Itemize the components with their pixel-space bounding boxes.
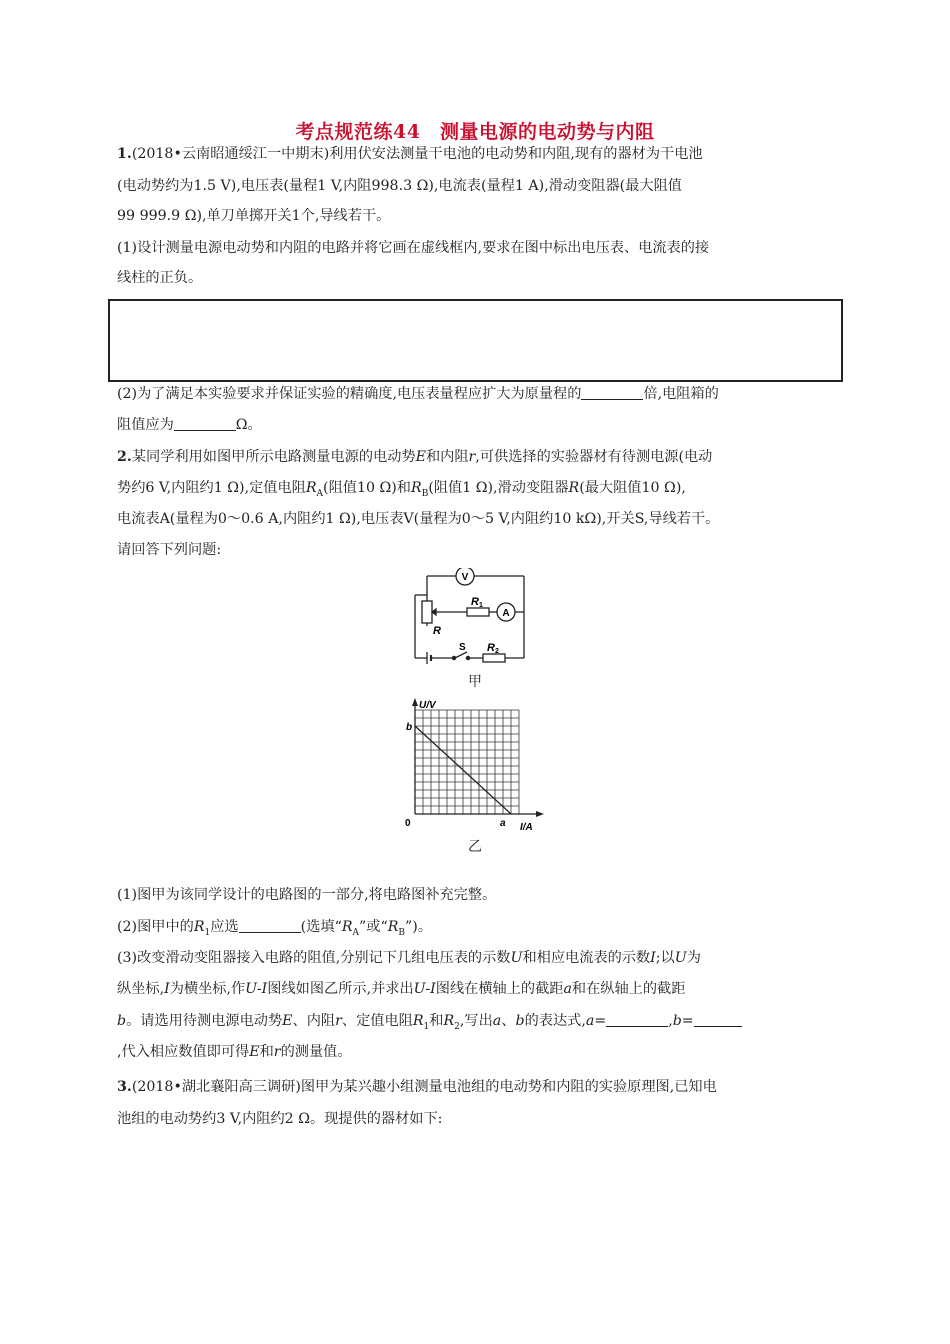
- q2-s3c-eq1: =: [594, 1013, 607, 1029]
- ammeter-label: A: [502, 608, 510, 619]
- q2-r: r: [468, 449, 476, 465]
- q2-s3b-UI: U-I: [245, 981, 268, 997]
- q1-part1-line-1: (1)设计测量电源电动势和内阻的电路并将它画在虚线框内,要求在图中标出电压表、电流表的接: [117, 240, 710, 256]
- page-title: 考点规范练44 测量电源的电动势与内阻: [295, 121, 655, 143]
- switch-label: S: [459, 642, 466, 653]
- resistor-r2-symbol: [483, 654, 505, 662]
- y-axis-label: U/V: [419, 700, 436, 711]
- blank-b-expression[interactable]: [694, 1012, 742, 1027]
- q2-l2-t2: (阻值10 Ω)和: [323, 480, 411, 496]
- q1-part2-line-2: [117, 415, 262, 435]
- q2-s3-t3: ;以: [655, 950, 675, 966]
- q1-line-1: [117, 144, 703, 164]
- q2-s2-RA: R: [341, 919, 353, 935]
- q2-s3c-R1: R: [412, 1013, 424, 1029]
- q2-sub3-line-4: [117, 1042, 352, 1062]
- q2-s3-t2: 和相应电流表的示数: [522, 950, 651, 966]
- q1-text-1: (2018•云南昭通绥江一中期末)利用伏安法测量干电池的电动势和内阻,现有的器材为干电池: [131, 146, 703, 162]
- q2-line-2: [117, 478, 686, 504]
- q1-part2-text: (2)为了满足本实验要求并保证实验的精确度,电压表量程应扩大为原量程的: [117, 386, 582, 402]
- blank-resistance[interactable]: [174, 416, 236, 431]
- q2-s3b-t1: 纵坐标,: [117, 981, 165, 997]
- rheostat-symbol: [422, 601, 432, 623]
- q2-s2-RB-sub: B: [398, 927, 406, 938]
- q2-RA: R: [305, 480, 317, 496]
- q2-sub3-line-1: [117, 948, 701, 968]
- q2-s3d-r: r: [273, 1044, 281, 1060]
- q2-R: R: [568, 480, 580, 496]
- q2-s3c-t7: 、: [501, 1013, 516, 1029]
- q1-number: 1.: [117, 146, 132, 162]
- blank-range-multiple[interactable]: [581, 385, 643, 400]
- q2-s3b-t4: 图线在横轴上的截距: [435, 981, 564, 997]
- q2-s3c-R2: R: [443, 1013, 455, 1029]
- q2-sub3-line-2: [117, 979, 685, 999]
- q2-s3b-a: a: [563, 981, 572, 997]
- q2-s3b-t2: 为横坐标,作: [169, 981, 246, 997]
- q2-s3d-t2: 和: [259, 1044, 274, 1060]
- q2-l2-t4: (最大阻值10 Ω),: [579, 480, 686, 496]
- q3-number: 3.: [117, 1079, 132, 1095]
- answer-box[interactable]: [108, 299, 843, 382]
- q2-s3c-r: r: [335, 1013, 342, 1029]
- q2-s2-t2: 应选: [210, 919, 239, 935]
- q2-s3c-comma: ,: [668, 1013, 673, 1029]
- q2-s3c-a2: a: [585, 1013, 595, 1029]
- q2-l2-t3: (阻值1 Ω),滑动变阻器: [428, 480, 569, 496]
- q2-s3c-a: a: [492, 1013, 502, 1029]
- q2-s3c-t3: 、内阻: [292, 1013, 336, 1029]
- q2-number: 2.: [117, 449, 132, 465]
- q2-s3d-t3: 的测量值。: [280, 1044, 352, 1060]
- blank-r1-choice[interactable]: [239, 918, 301, 933]
- q2-RA-sub: A: [316, 488, 324, 499]
- q3-line-1: [117, 1077, 717, 1097]
- q2-RB: R: [411, 480, 422, 496]
- q2-s3c-R2-sub: 2: [454, 1021, 460, 1032]
- q2-s2-R1-sub: 1: [204, 927, 211, 938]
- x-axis-label: I/A: [520, 822, 533, 833]
- q2-s3d-E: E: [249, 1044, 260, 1060]
- voltmeter-label: V: [461, 572, 469, 583]
- q1-part2b-tail: Ω。: [235, 417, 262, 433]
- ui-graph: [395, 696, 555, 836]
- r2-label-sub: 2: [495, 648, 499, 655]
- resistor-r1-symbol: [467, 608, 489, 616]
- q2-s3c-t5: 和: [429, 1013, 444, 1029]
- q2-s3c-t2: 。请选用待测电源电动势: [126, 1013, 283, 1029]
- q2-s2-t5: ”)。: [405, 919, 433, 935]
- q2-s3c-t6: ,写出: [459, 1013, 493, 1029]
- r2-label: R: [487, 642, 495, 654]
- q2-s3b-UI2: U-I: [413, 981, 436, 997]
- q2-s2-t4: ”或“: [359, 919, 388, 935]
- q2-t1: 某同学利用如图甲所示电路测量电源的电动势: [131, 449, 416, 465]
- q3-line-2: 池组的电动势约3 V,内阻约2 Ω。现提供的器材如下:: [117, 1111, 443, 1127]
- q2-s3b-t3: 图线如图乙所示,并求出: [267, 981, 414, 997]
- q2-s3-U: U: [510, 950, 523, 966]
- q2-s3b-I: I: [164, 981, 170, 997]
- q2-s3c-E: E: [282, 1013, 293, 1029]
- q2-line-3: 电流表A(量程为0～0.6 A,内阻约1 Ω),电压表V(量程为0～5 V,内阻约10 kΩ),开关S,导线若干。: [117, 511, 720, 527]
- figure-jia-caption: 甲: [468, 674, 482, 690]
- q2-s3c-eq2: =: [681, 1013, 694, 1029]
- q2-line-4: 请回答下列问题:: [117, 542, 222, 558]
- q2-s3c-t4: 、定值电阻: [341, 1013, 413, 1029]
- r1-label: R: [471, 596, 479, 608]
- q2-s2-R1: R: [193, 919, 205, 935]
- r1-label-sub: 1: [479, 602, 483, 609]
- circuit-diagram: [405, 568, 545, 668]
- q2-s2-RA-sub: A: [352, 927, 360, 938]
- q2-s3c-b3: b: [672, 1013, 682, 1029]
- q2-s3b-t5: 和在纵轴上的截距: [571, 981, 686, 997]
- q2-t2: 和内阻: [425, 449, 469, 465]
- q2-s3-U2: U: [674, 950, 687, 966]
- q2-s2-t3: (选填“: [300, 919, 342, 935]
- q1-part2-tail: 倍,电阻箱的: [643, 386, 719, 402]
- y-intercept-label: b: [406, 722, 413, 733]
- figure-yi-caption: 乙: [468, 839, 482, 855]
- q2-s3c-t8: 的表达式,: [524, 1013, 586, 1029]
- q2-s3c-R1-sub: 1: [423, 1021, 430, 1032]
- x-axis-arrow: [536, 811, 544, 817]
- q1-line-2: (电动势约为1.5 V),电压表(量程1 V,内阻998.3 Ω),电流表(量程1 A),滑动变阻器(最大阻值: [117, 178, 682, 194]
- q1-line-3: 99 999.9 Ω),单刀单掷开关1个,导线若干。: [117, 208, 391, 224]
- q2-s3-t4: 为: [686, 950, 701, 966]
- blank-a-expression[interactable]: [606, 1012, 668, 1027]
- q2-s2-t1: (2)图甲中的: [117, 919, 194, 935]
- q1-part2b-head: 阻值应为: [117, 417, 174, 433]
- q2-RB-sub: B: [421, 488, 429, 499]
- rheostat-label: R: [433, 625, 441, 637]
- q2-sub3-line-3: [117, 1011, 742, 1037]
- q2-s2-RB: R: [387, 919, 399, 935]
- q2-sub2: [117, 917, 432, 943]
- q1-part1-line-2: 线柱的正负。: [117, 270, 203, 286]
- q3-text-1: (2018•湖北襄阳高三调研)图甲为某兴趣小组测量电池组的电动势和内阻的实验原理图,已知电: [131, 1079, 717, 1095]
- q2-t3: ,可供选择的实验器材有待测电源(电动: [475, 449, 713, 465]
- q2-s3c-b2: b: [515, 1013, 525, 1029]
- q1-part2-line-1: [117, 384, 719, 404]
- q2-s3-t1: (3)改变滑动变阻器接入电路的阻值,分别记下几组电压表的示数: [117, 950, 511, 966]
- q2-sub1: (1)图甲为该同学设计的电路图的一部分,将电路图补充完整。: [117, 887, 497, 903]
- origin-label: 0: [405, 818, 411, 829]
- q2-s3c-b: b: [117, 1013, 127, 1029]
- q2-E: E: [415, 449, 426, 465]
- y-axis-arrow: [412, 698, 418, 706]
- x-intercept-label: a: [500, 818, 506, 829]
- q2-line-1: [117, 447, 712, 467]
- q2-l2-t1: 势约6 V,内阻约1 Ω),定值电阻: [117, 480, 306, 496]
- q2-s3-I: I: [650, 950, 656, 966]
- q2-s3d-t1: ,代入相应数值即可得: [117, 1044, 250, 1060]
